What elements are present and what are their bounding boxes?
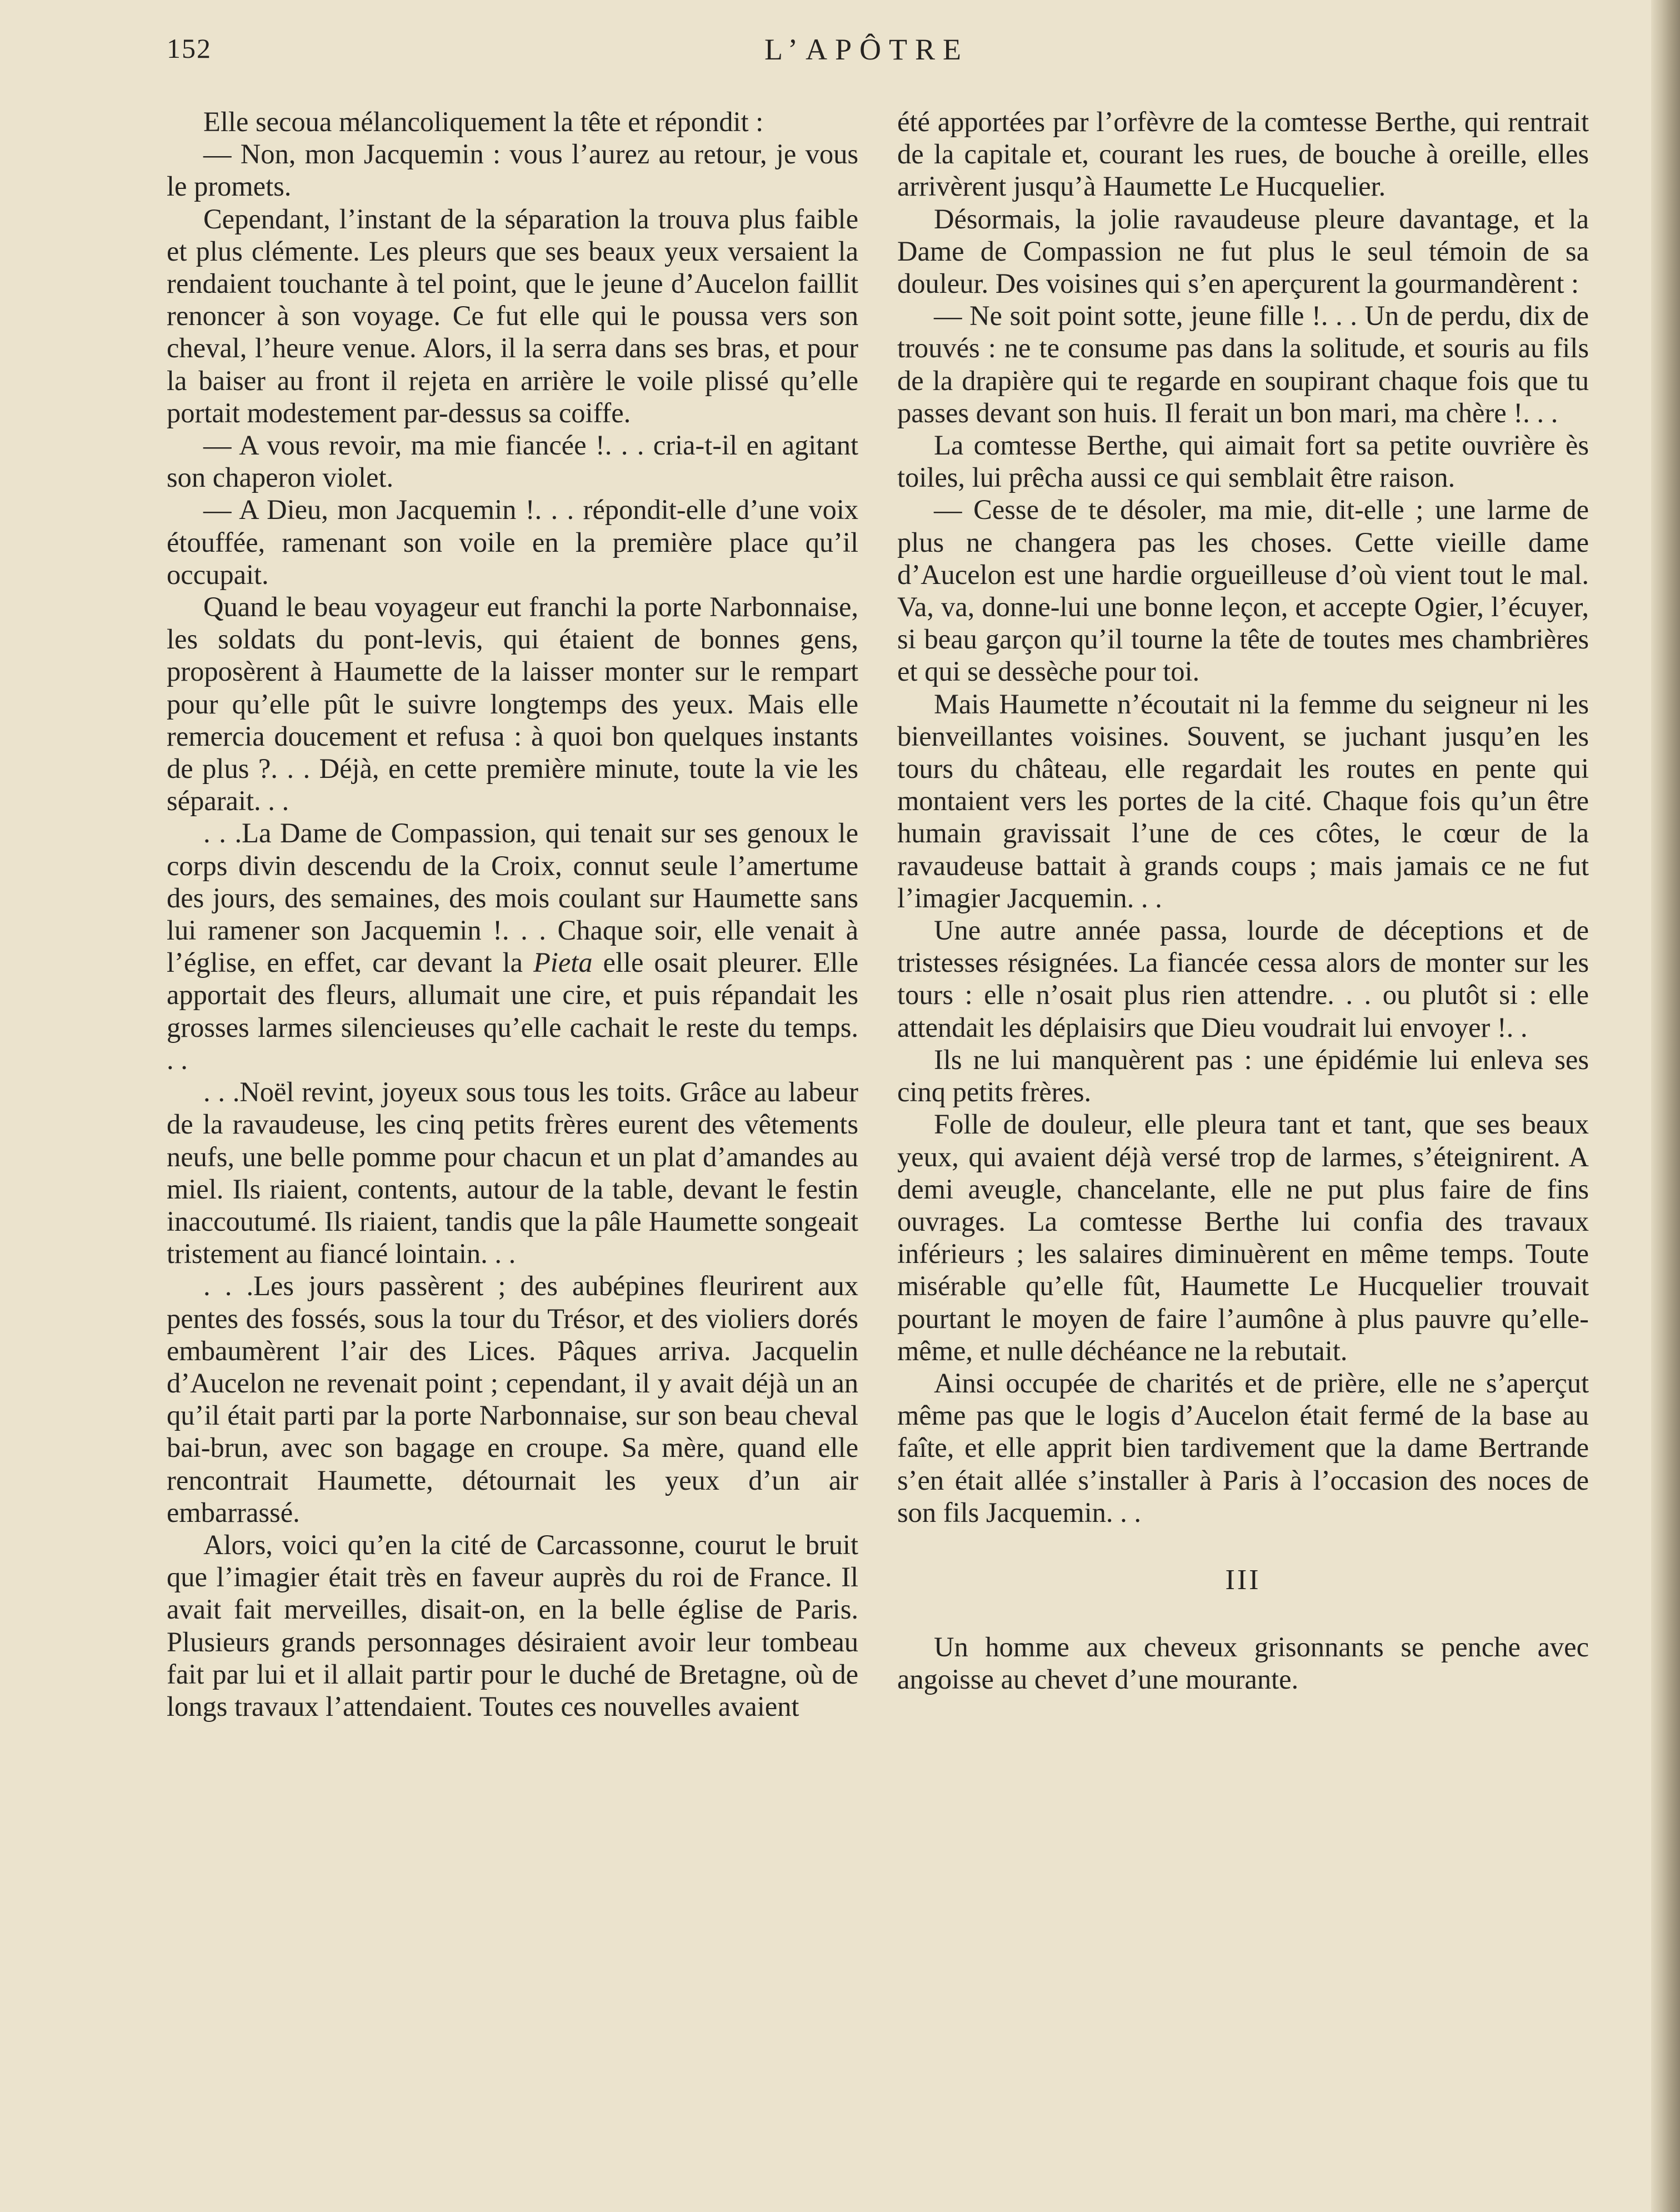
paragraph: Ainsi occupée de charités et de prière, elle ne s’aperçut même pas que le logis d’Aucelon était fermé de la base au faîte, et elle apprit bien tardivement que la dame Bertrande s’en était allée s’installer à Paris à l’occasion des noces de son fils Jacquemin. . .: [897, 1367, 1589, 1528]
paragraph-text: elle osait pleurer. Elle apportait des fleurs, allumait une cire, et puis répandait les grosses larmes silencieuses qu’elle cachait le reste du temps. . .: [167, 947, 858, 1075]
paragraph: Un homme aux cheveux grisonnants se penche avec angoisse au chevet d’une mourante.: [897, 1631, 1589, 1695]
paragraph: Désormais, la jolie ravaudeuse pleure davantage, et la Dame de Compassion ne fut plus le seul témoin de sa douleur. Des voisines qui s’en aperçurent la gourmandèrent :: [897, 203, 1589, 299]
paragraph: [167, 817, 858, 1076]
paragraph: Une autre année passa, lourde de déceptions et de tristesses résignées. La fiancée cessa alors de monter sur les tours : elle n’osait plus rien attendre. . . ou plutôt si : elle attendait les déplaisirs que Dieu voudrait lui envoyer !. .: [897, 915, 1589, 1043]
section-heading: III: [1225, 1564, 1261, 1596]
book-binding-edge: [1651, 0, 1680, 2212]
paragraph: . . .Noël revint, joyeux sous tous les toits. Grâce au labeur de la ravaudeuse, les cinq petits frères eurent des vêtements neufs, une belle pomme pour chacun et un plat d’amandes au miel. Ils riaient, contents, autour de la table, devant le festin inaccoutumé. Ils riaient, tandis que la pâle Haumette songeait tristement au fiancé lointain. . .: [167, 1076, 858, 1270]
dialog-paragraph: — Cesse de te désoler, ma mie, dit-elle ; une larme de plus ne changera pas les choses. Cette vieille dame d’Aucelon est une hardie orgueilleuse d’où vient tout le mal. Va, va, donne-lui une bonne leçon, et accepte Ogier, l’écuyer, si beau garçon qu’il tourne la tête de toutes mes chambrières et qui se dessèche pour toi.: [897, 494, 1589, 687]
dialog-paragraph: — Ne soit point sotte, jeune fille !. . . Un de perdu, dix de trouvés : ne te consume pas dans la solitude, et souris au fils de la drapière qui te regarde en soupirant chaque fois que tu passes devant son huis. Il ferait un bon mari, ma chère !. . .: [897, 300, 1589, 428]
left-text-column: [167, 106, 858, 1722]
paragraph: Folle de douleur, elle pleura tant et tant, que ses beaux yeux, qui avaient déjà versé trop de larmes, s’éteignirent. A demi aveugle, chancelante, elle ne put plus faire de fins ouvrages. La comtesse Berthe lui confia des travaux inférieurs ; les salaires diminuèrent en même temps. Toute misérable qu’elle fût, Haumette Le Hucquelier trouvait pourtant le moyen de faire l’aumône à plus pauvre qu’elle-même, et nulle déchéance ne la rebutait.: [897, 1109, 1589, 1366]
dialog-paragraph: — Non, mon Jacquemin : vous l’aurez au retour, je vous le promets.: [167, 138, 858, 202]
running-title: L’APÔTRE: [764, 33, 969, 66]
paragraph: . . .Les jours passèrent ; des aubépines fleurirent aux pentes des fossés, sous la tour du Trésor, et des violiers dorés embaumèrent l’air des Lices. Pâques arriva. Jacquelin d’Aucelon ne revenait point ; cependant, il y avait déjà un an qu’il était parti par la porte Narbonnaise, sur son beau cheval bai-brun, avec son bagage en croupe. Sa mère, quand elle rencontrait Haumette, détournait les yeux d’un air embarrassé.: [167, 1270, 858, 1528]
paragraph: Ils ne lui manquèrent pas : une épidémie lui enleva ses cinq petits frères.: [897, 1043, 1589, 1108]
right-text-column: [897, 106, 1589, 1696]
paragraph: Mais Haumette n’écoutait ni la femme du seigneur ni les bienveillantes voisines. Souvent, se juchant jusqu’en les tours du château, elle regardait les routes en pente qui montaient vers les portes de la cité. Chaque fois qu’un être humain gravissait l’une de ces côtes, le cœur de la ravaudeuse battait à grands coups ; mais jamais ce ne fut l’imagier Jacquemin. . .: [897, 688, 1589, 913]
page-header: [167, 32, 1567, 71]
italic-term: Pieta: [533, 947, 593, 978]
paragraph: Elle secoua mélancoliquement la tête et répondit :: [203, 106, 764, 137]
paragraph: La comtesse Berthe, qui aimait fort sa petite ouvrière ès toiles, lui prêcha aussi ce qui semblait être raison.: [897, 430, 1589, 493]
paragraph: Quand le beau voyageur eut franchi la porte Narbonnaise, les soldats du pont-levis, qui étaient de bonnes gens, proposèrent à Haumette de la laisser monter sur le rempart pour qu’elle pût le suivre longtemps des yeux. Mais elle remercia doucement et refusa : à quoi bon quelques instants de plus ?. . . Déjà, en cette première minute, toute la vie les séparait. . .: [167, 591, 858, 817]
dialog-paragraph: — A Dieu, mon Jacquemin !. . . répondit-elle d’une voix étouffée, ramenant son voile en la première place qu’il occupait.: [167, 494, 858, 590]
paragraph: Cependant, l’instant de la séparation la trouva plus faible et plus clémente. Les pleurs que ses beaux yeux versaient la rendaient touchante à tel point, que le jeune d’Aucelon faillit renoncer à son voyage. Ce fut elle qui le poussa vers son cheval, l’heure venue. Alors, il la serra dans ses bras, et pour la baiser au front il rejeta en arrière le voile plissé qu’elle portait modestement par-dessus sa coiffe.: [167, 203, 858, 428]
dialog-paragraph: — A vous revoir, ma mie fiancée !. . . cria-t-il en agitant son chaperon violet.: [167, 430, 858, 493]
continued-paragraph: été apportées par l’orfèvre de la comtesse Berthe, qui rentrait de la capitale et, courant les rues, de bouche à oreille, elles arrivèrent jusqu’à Haumette Le Hucquelier.: [897, 106, 1589, 202]
paragraph-text: . . .La Dame de Compassion, qui tenait sur ses genoux le corps divin descendu de la Croix, connut seule l’amertume des jours, des semaines, des mois coulant sur Haumette sans lui ramener son Jacquemin !. . . Chaque soir, elle venait à l’église, en effet, car devant la: [167, 817, 858, 978]
paragraph: Alors, voici qu’en la cité de Carcassonne, courut le bruit que l’imagier était très en faveur auprès du roi de France. Il avait fait merveilles, disait-on, en la belle église de Paris. Plusieurs grands personnages désiraient avoir leur tombeau fait par lui et il allait partir pour le duché de Bretagne, où de longs travaux l’attendaient. Toutes ces nouvelles avaient: [167, 1529, 858, 1722]
page-number: 152: [167, 33, 212, 64]
